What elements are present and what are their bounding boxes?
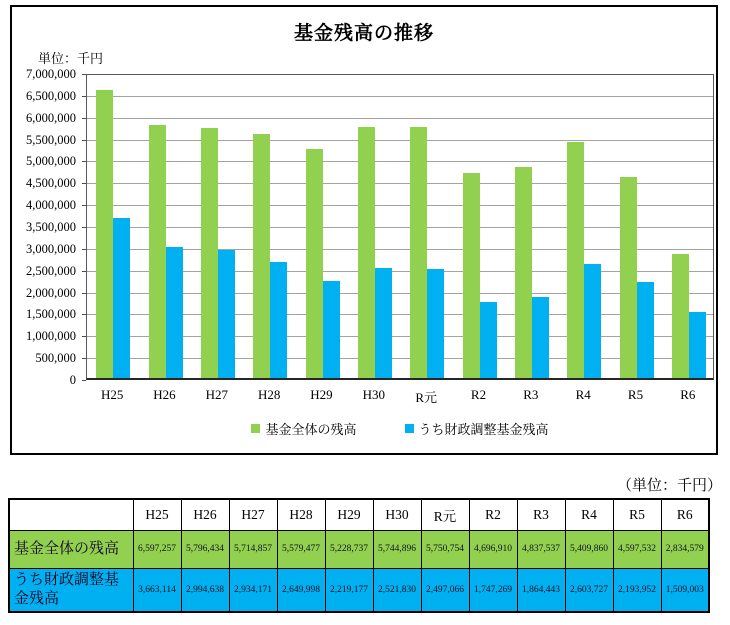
bar-total-fund-balance-5 bbox=[358, 127, 375, 378]
bar-fiscal-adjustment-fund-balance-1 bbox=[166, 247, 183, 378]
x-axis-label: R5 bbox=[627, 387, 644, 402]
table-cell: 4,696,910 bbox=[469, 530, 517, 568]
x-axis-label: R4 bbox=[575, 387, 591, 402]
bar-total-fund-balance-10 bbox=[620, 177, 637, 378]
table-cell: 2,994,638 bbox=[181, 568, 229, 612]
table-cell: 5,750,754 bbox=[421, 530, 469, 568]
bar-total-fund-balance-9 bbox=[567, 142, 584, 378]
legend-label: 基金全体の残高 bbox=[265, 422, 357, 437]
x-axis-label: R3 bbox=[523, 387, 539, 402]
bar-fiscal-adjustment-fund-balance-2 bbox=[218, 250, 235, 378]
table-cell: 1,509,003 bbox=[661, 568, 709, 612]
fund-balance-table bbox=[8, 498, 710, 613]
table-cell: 4,837,537 bbox=[517, 530, 565, 568]
bar-fiscal-adjustment-fund-balance-10 bbox=[637, 282, 654, 378]
y-axis-label: 500,000 bbox=[35, 351, 76, 366]
table-cell: 5,228,737 bbox=[325, 530, 373, 568]
bar-total-fund-balance-2 bbox=[201, 128, 218, 378]
bar-fiscal-adjustment-fund-balance-9 bbox=[584, 264, 601, 378]
table-header-row bbox=[9, 499, 709, 530]
x-axis-label: H26 bbox=[153, 387, 176, 402]
table-row-label: うち財政調整基金残高 bbox=[9, 568, 133, 612]
x-axis-label: R6 bbox=[680, 387, 696, 402]
bar-fiscal-adjustment-fund-balance-4 bbox=[323, 281, 340, 378]
bar-total-fund-balance-4 bbox=[306, 149, 323, 378]
y-axis-label: 7,000,000 bbox=[26, 67, 76, 81]
bar-fiscal-adjustment-fund-balance-7 bbox=[480, 302, 497, 378]
legend-swatch-icon bbox=[405, 424, 414, 433]
table-unit-label: （単位：千円） bbox=[616, 478, 722, 494]
table-cell: 2,603,727 bbox=[565, 568, 613, 612]
table-cell: 5,796,434 bbox=[181, 530, 229, 568]
table-cell: 1,864,443 bbox=[517, 568, 565, 612]
y-axis-label: 1,500,000 bbox=[26, 307, 76, 322]
y-axis-label: 2,500,000 bbox=[26, 263, 76, 278]
bar-fiscal-adjustment-fund-balance-5 bbox=[375, 268, 392, 378]
gridline bbox=[87, 161, 713, 162]
bar-fiscal-adjustment-fund-balance-8 bbox=[532, 297, 549, 379]
legend-item bbox=[251, 419, 356, 438]
table-cell: 2,521,830 bbox=[373, 568, 421, 612]
fund-balance-chart-panel bbox=[10, 5, 718, 455]
y-axis-label: 6,000,000 bbox=[26, 110, 76, 125]
table-cell: 6,597,257 bbox=[133, 530, 181, 568]
x-axis bbox=[86, 385, 714, 405]
bar-total-fund-balance-11 bbox=[672, 254, 689, 378]
x-axis-label: H29 bbox=[310, 387, 333, 402]
table-col-header: R2 bbox=[469, 499, 517, 530]
table-cell: 2,497,066 bbox=[421, 568, 469, 612]
y-axis-label: 2,000,000 bbox=[26, 285, 76, 300]
x-axis-label: R元 bbox=[415, 390, 437, 405]
bar-fiscal-adjustment-fund-balance-0 bbox=[113, 218, 130, 378]
x-axis-label: H27 bbox=[205, 387, 229, 402]
legend-label: うち財政調整基金残高 bbox=[418, 422, 549, 437]
table-col-header: R6 bbox=[661, 499, 709, 530]
bar-total-fund-balance-8 bbox=[515, 167, 532, 378]
y-axis-label: 0 bbox=[69, 373, 76, 387]
y-axis-label: 5,000,000 bbox=[26, 154, 76, 169]
x-axis-label: H30 bbox=[362, 387, 386, 402]
x-axis-label: H25 bbox=[100, 387, 124, 402]
table-cell: 1,747,269 bbox=[469, 568, 517, 612]
y-axis-label: 3,000,000 bbox=[26, 241, 76, 256]
bar-total-fund-balance-0 bbox=[96, 90, 113, 378]
table-col-header: R元 bbox=[421, 499, 469, 530]
x-axis-label: H28 bbox=[257, 387, 281, 402]
x-axis-label: R2 bbox=[470, 387, 487, 402]
table-row-total-fund-balance bbox=[9, 530, 709, 568]
chart-unit-label: 単位：千円 bbox=[38, 51, 104, 66]
plot-area bbox=[86, 74, 714, 380]
y-axis bbox=[12, 67, 86, 387]
table-cell: 5,409,860 bbox=[565, 530, 613, 568]
table-col-header: H26 bbox=[181, 499, 229, 530]
table-cell: 2,193,952 bbox=[613, 568, 661, 612]
y-axis-label: 4,500,000 bbox=[26, 176, 76, 191]
legend-swatch-icon bbox=[251, 424, 260, 433]
y-axis-label: 4,000,000 bbox=[26, 198, 76, 213]
table-col-header: R5 bbox=[613, 499, 661, 530]
table-col-header: R3 bbox=[517, 499, 565, 530]
table-cell: 5,714,857 bbox=[229, 530, 277, 568]
gridline bbox=[87, 96, 713, 97]
table-cell: 3,663,114 bbox=[133, 568, 181, 612]
table-cell: 2,934,171 bbox=[229, 568, 277, 612]
y-axis-label: 5,500,000 bbox=[26, 132, 76, 147]
table-cell: 4,597,532 bbox=[613, 530, 661, 568]
legend-item bbox=[405, 419, 549, 438]
table-cell: 5,579,477 bbox=[277, 530, 325, 568]
bar-total-fund-balance-3 bbox=[253, 134, 270, 378]
table-col-header: R4 bbox=[565, 499, 613, 530]
y-axis-label: 1,000,000 bbox=[26, 329, 76, 344]
bar-fiscal-adjustment-fund-balance-3 bbox=[270, 262, 287, 378]
table-col-header: H30 bbox=[373, 499, 421, 530]
bar-fiscal-adjustment-fund-balance-11 bbox=[689, 312, 706, 378]
gridline bbox=[87, 118, 713, 119]
y-axis-label: 6,500,000 bbox=[26, 88, 76, 103]
bar-total-fund-balance-1 bbox=[149, 125, 166, 378]
gridline bbox=[87, 140, 713, 141]
table-col-header: H27 bbox=[229, 499, 277, 530]
table-col-header: H29 bbox=[325, 499, 373, 530]
table-col-header: H25 bbox=[133, 499, 181, 530]
table-cell: 2,649,998 bbox=[277, 568, 325, 612]
table-cell: 2,219,177 bbox=[325, 568, 373, 612]
bar-total-fund-balance-7 bbox=[463, 173, 480, 378]
chart-title: 基金残高の推移 bbox=[293, 23, 434, 44]
table-cell: 2,834,579 bbox=[661, 530, 709, 568]
table-row-label: 基金全体の残高 bbox=[9, 530, 133, 568]
chart-legend bbox=[86, 419, 714, 438]
table-cell: 5,744,896 bbox=[373, 530, 421, 568]
y-axis-tick bbox=[82, 380, 86, 381]
table-row-fiscal-adjustment-fund-balance bbox=[9, 568, 709, 612]
bar-fiscal-adjustment-fund-balance-6 bbox=[427, 269, 444, 378]
table-col-header: H28 bbox=[277, 499, 325, 530]
bar-total-fund-balance-6 bbox=[410, 127, 427, 378]
table-corner-cell bbox=[9, 499, 133, 530]
y-axis-label: 3,500,000 bbox=[26, 220, 76, 234]
